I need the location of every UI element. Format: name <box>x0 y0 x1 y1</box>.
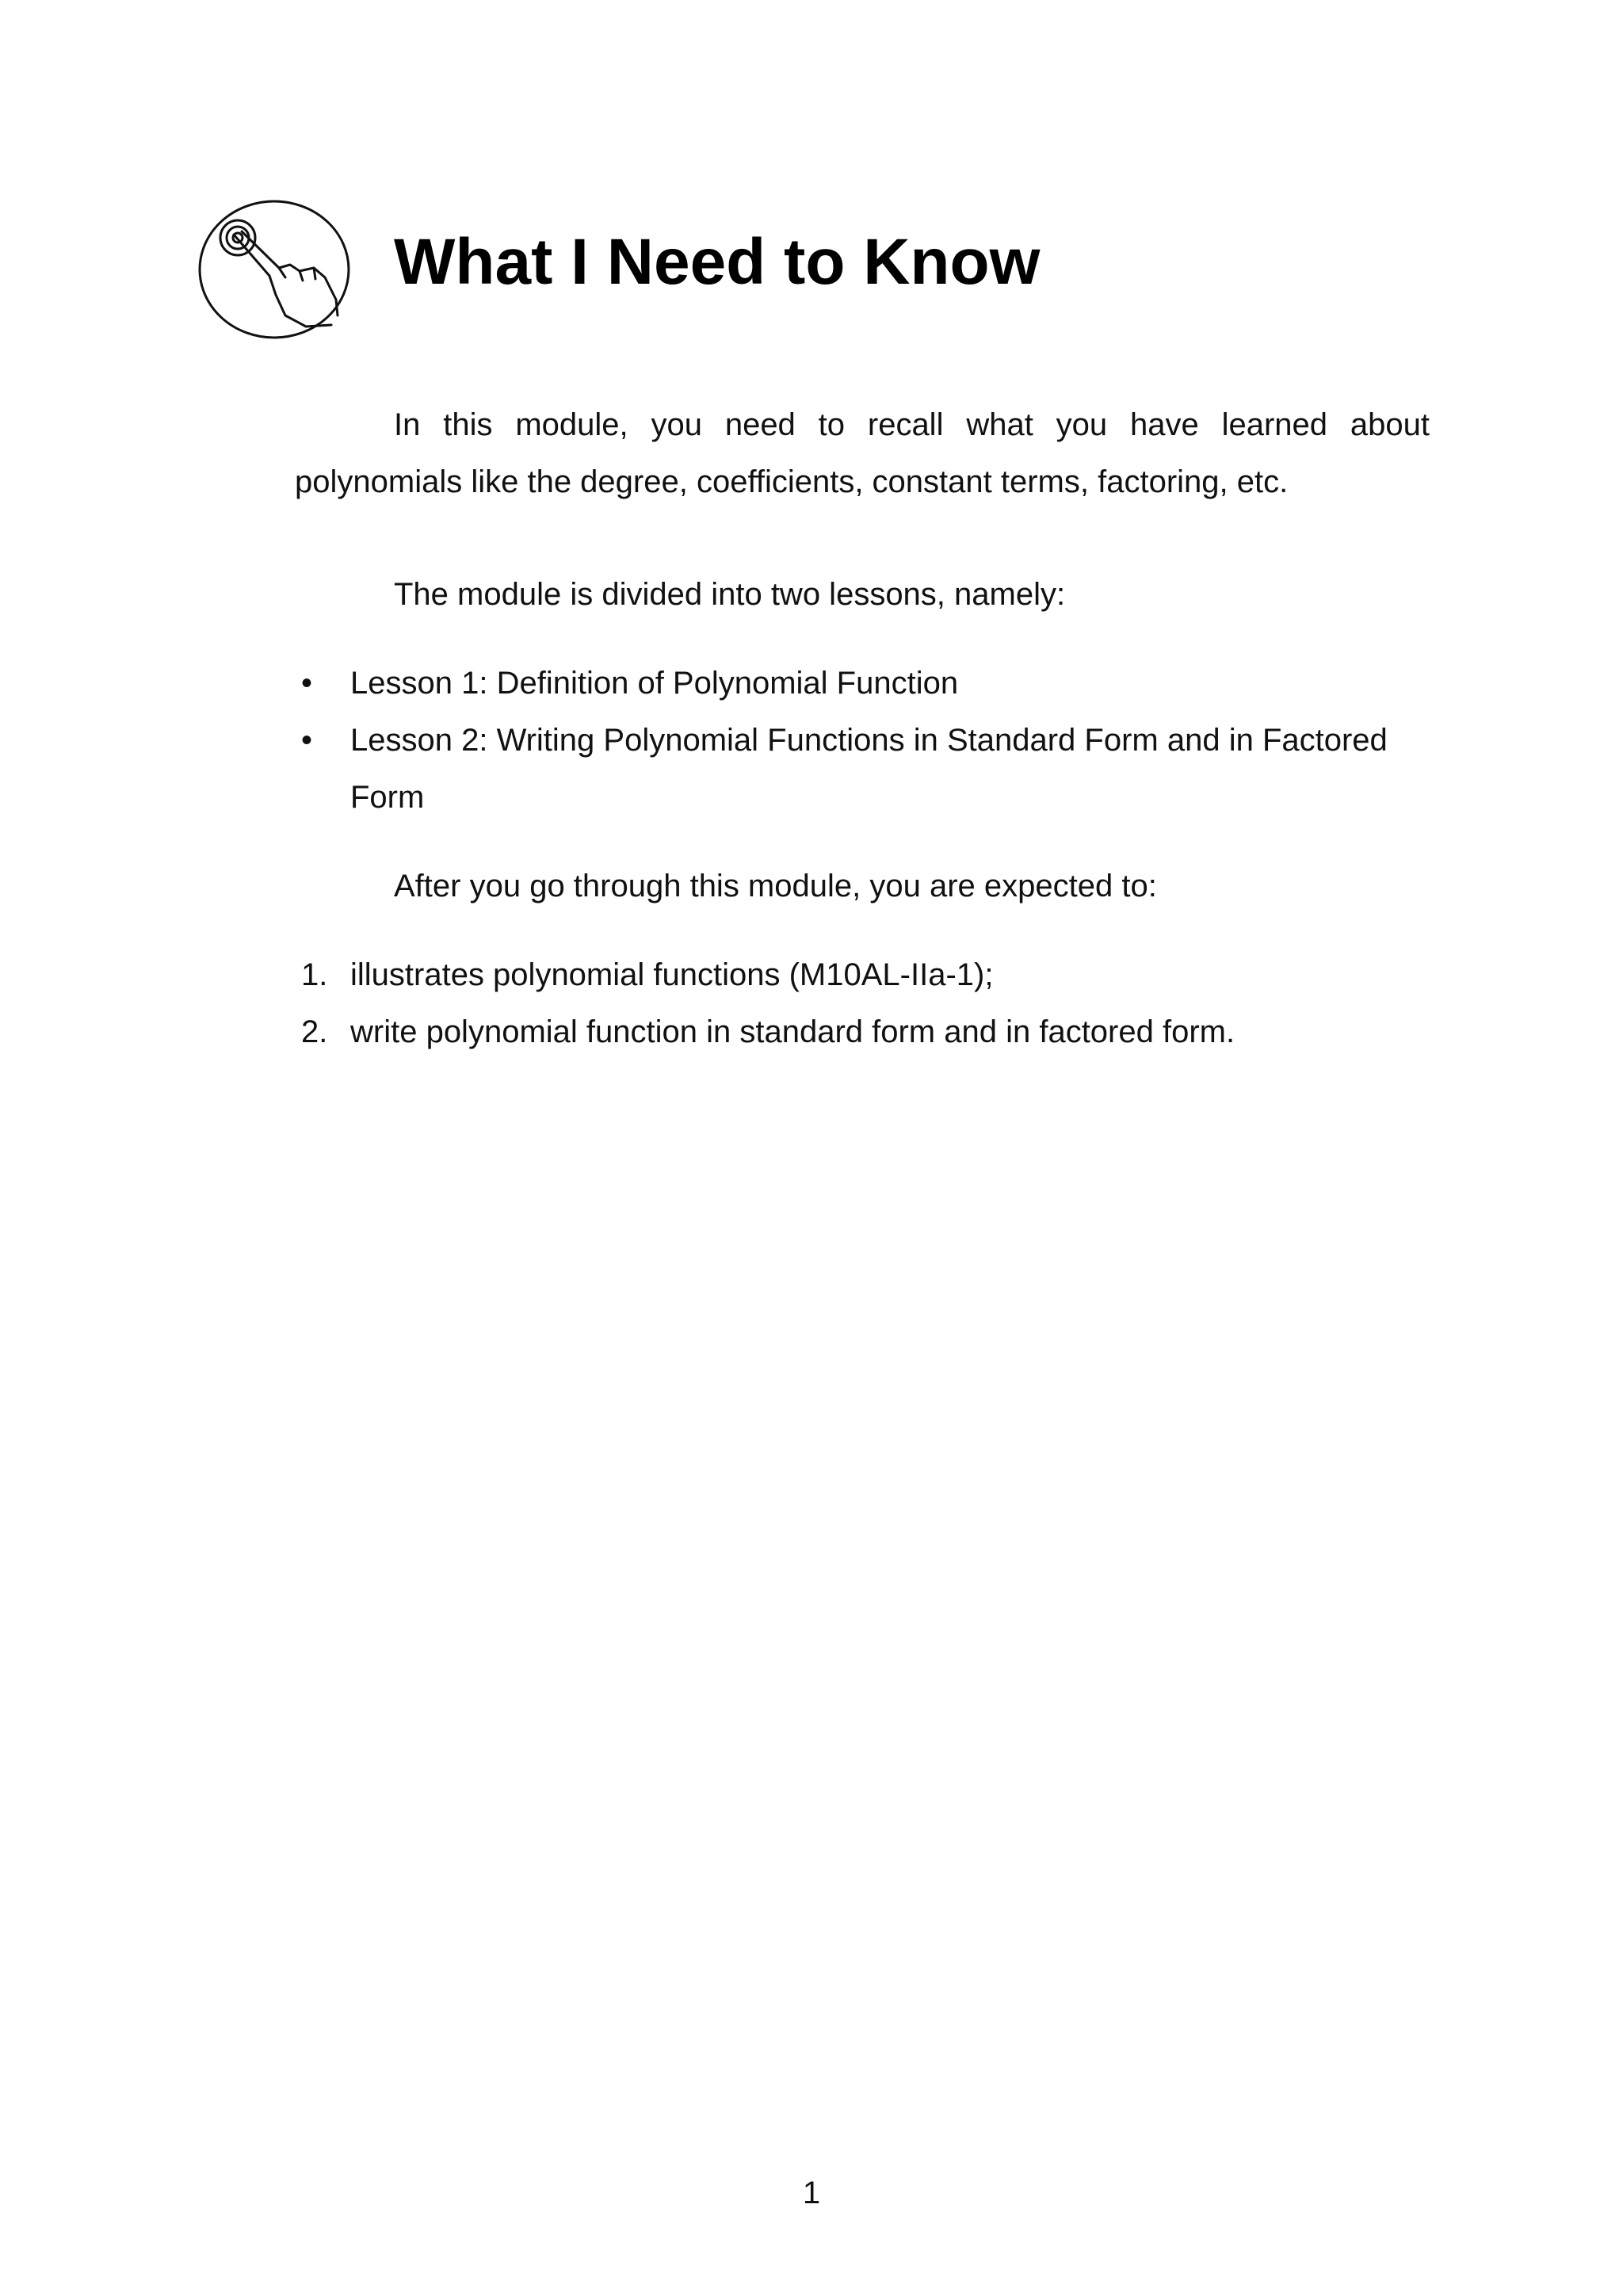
page-title: What I Need to Know <box>394 226 1041 298</box>
objective-text: illustrates polynomial functions (M10AL-IIa-1); <box>350 957 994 992</box>
intro-paragraph: In this module, you need to recall what you have learned about polynomials like the degree, coefficients, constant terms, factoring, etc. <box>295 407 1430 499</box>
list-item <box>295 1003 1430 1060</box>
list-number: 2. <box>301 1014 328 1049</box>
objectives-intro: After you go through this module, you are expected to: <box>394 869 1157 904</box>
list-number: 1. <box>301 957 328 992</box>
page-number: 1 <box>802 2176 821 2210</box>
list-item <box>295 655 1430 712</box>
list-item <box>295 712 1430 826</box>
lessons-intro: The module is divided into two lessons, namely: <box>394 577 1066 612</box>
lesson-text: Lesson 1: Definition of Polynomial Function <box>350 666 959 701</box>
objective-list <box>295 946 1430 1060</box>
list-item <box>295 946 1430 1003</box>
bullet-icon: • <box>301 666 313 701</box>
lesson-text: Lesson 2: Writing Polynomial Functions in Standard Form and in Factored Form <box>350 723 1388 815</box>
bullet-icon: • <box>301 723 313 758</box>
objective-text: write polynomial function in standard form and in factored form. <box>350 1014 1235 1049</box>
lesson-list <box>295 655 1430 826</box>
touch-icon <box>197 198 352 341</box>
module-content <box>295 396 1430 1060</box>
